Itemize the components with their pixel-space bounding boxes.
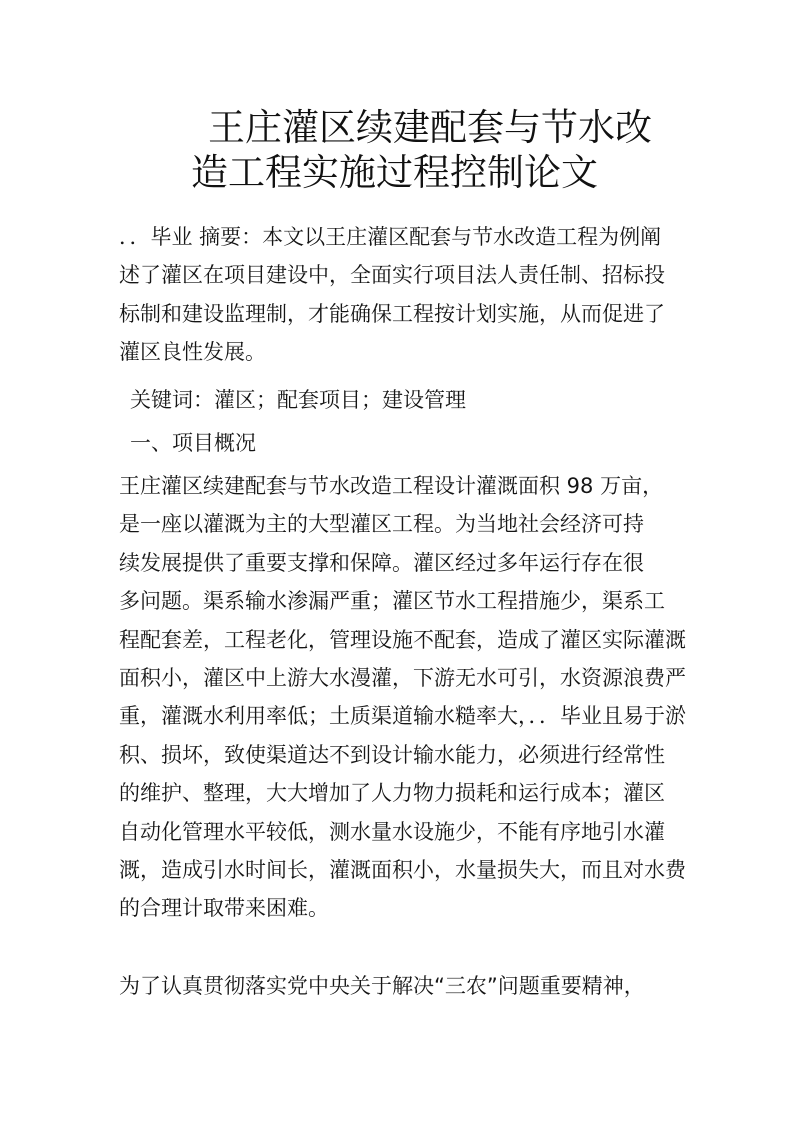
abstract-line: 灌区良性发展。 <box>119 340 266 365</box>
overview-line: 面积小，灌区中上游大水漫灌，下游无水可引，水资源浪费严 <box>119 665 686 690</box>
document-title-line-1: 王庄灌区续建配套与节水改 <box>208 106 652 149</box>
abstract-paragraph <box>119 218 699 372</box>
overview-line: 积、损坏，致使渠道达不到设计输水能力，必须进行经常性 <box>119 742 665 767</box>
overview-paragraph <box>119 467 699 928</box>
document-title-line-2: 造工程实施过程控制论文 <box>191 151 598 194</box>
overview-line: 重，灌溉水利用率低；土质渠道输水糙率大，．．毕业且易于淤 <box>119 704 686 729</box>
overview-line: 溉，造成引水时间长，灌溉面积小，水量损失大，而且对水费 <box>119 857 686 882</box>
policy-line: 为了认真贯彻落实党中央关于解决“三农”问题重要精神， <box>119 974 645 998</box>
overview-line: 多问题。渠系输水渗漏严重；灌区节水工程措施少，渠系工 <box>119 589 665 614</box>
section-heading: 一、项目概况 <box>130 431 256 455</box>
overview-line: 的维护、整理，大大增加了人力物力损耗和运行成本；灌区 <box>119 781 665 806</box>
abstract-line: ．．毕业 摘要：本文以王庄灌区配套与节水改造工程为例阐 <box>119 225 662 249</box>
overview-line: 续发展提供了重要支撑和保障。灌区经过多年运行存在很 <box>119 550 644 575</box>
abstract-line: 述了灌区在项目建设中，全面实行项目法人责任制、招标投 <box>119 263 665 288</box>
overview-line: 自动化管理水平较低，测水量水设施少，不能有序地引水灌 <box>119 819 665 844</box>
overview-line: 王庄灌区续建配套与节水改造工程设计灌溉面积 98 万亩， <box>119 474 664 498</box>
policy-paragraph <box>119 967 699 1005</box>
abstract-line: 标制和建设监理制，才能确保工程按计划实施，从而促进了 <box>119 301 665 326</box>
overview-line: 的合理计取带来困难。 <box>119 896 329 921</box>
overview-line: 是一座以灌溉为主的大型灌区工程。为当地社会经济可持 <box>119 512 644 537</box>
keywords-line: 关键词：灌区；配套项目；建设管理 <box>130 388 466 412</box>
overview-line: 程配套差，工程老化，管理设施不配套，造成了灌区实际灌溉 <box>119 627 686 652</box>
